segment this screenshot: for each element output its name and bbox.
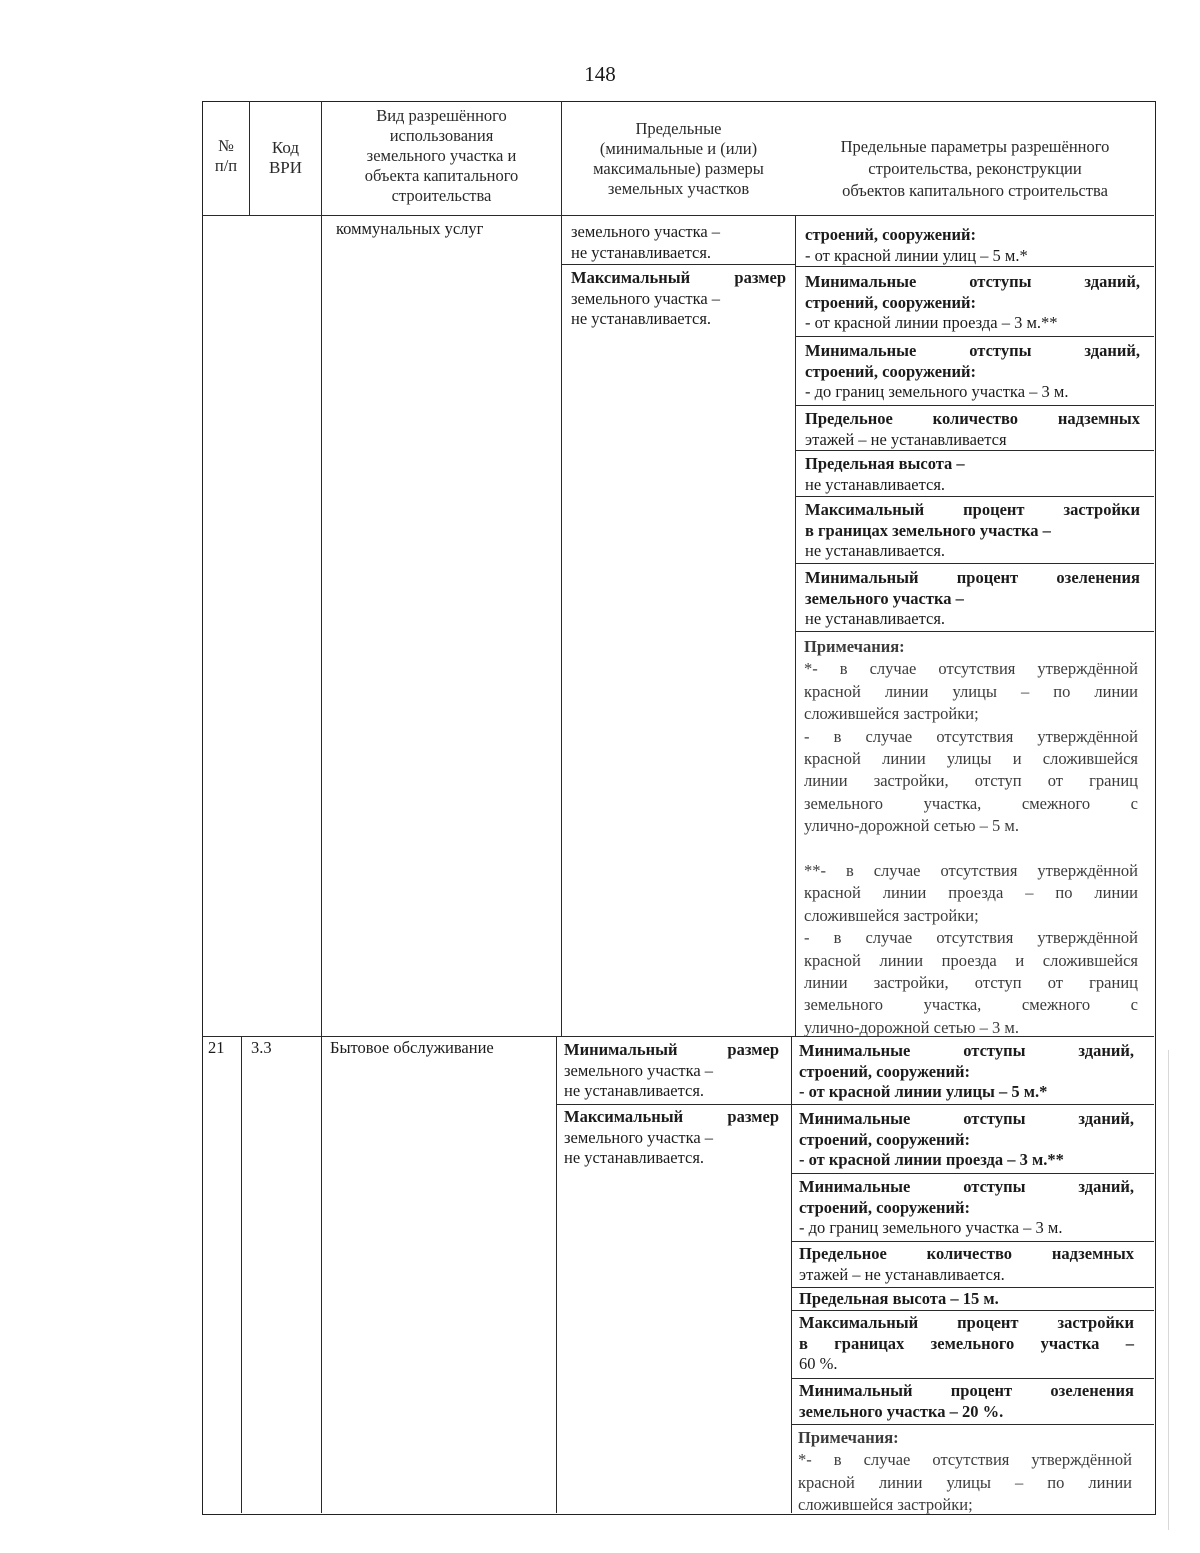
param-divider (795, 266, 1154, 267)
prev-notes: Примечания: *- в случае отсутствия утверждённой красной линии улицы – по линии сложившейся застройки; - в случае отсутствия утверждённой красной линии улицы и сложившейся линии застройки, отступ от границ земельного участка, смежного с улично-дорожной сетью – 5 м. **- в случае отсутствия утверждённой красной линии проезда – по линии сложившейся застройки; - в случае отсутствия утверждённой красной линии проезда и сложившейся линии застройки, отступ от границ земельного участка, смежного с улично-дорожной сетью – 3 м. (804, 637, 1138, 1037)
prev-param-height: Предельная высота – не устанавливается. (805, 454, 965, 494)
row-21-notes: Примечания: *- в случае отсутствия утверждённой красной линии улицы – по линии сложившейся застройки; (798, 1428, 1132, 1515)
row-21-code: 3.3 (251, 1038, 272, 1057)
col-line-4b (791, 1037, 792, 1513)
col-line-1b (241, 1037, 242, 1513)
param-divider (791, 1378, 1154, 1379)
header-code: Код ВРИ (268, 138, 303, 177)
page-number: 148 (584, 62, 616, 86)
prev-param-setback-driveway: Минимальные отступы зданий, строений, сооружений: - от красной линии проезда – 3 м.** (805, 272, 1140, 332)
plot-sub-divider-21 (556, 1104, 791, 1105)
prev-param-coverage: Максимальный процент застройки в границах земельного участка – не устанавливается. (805, 500, 1140, 560)
header-num: № п/п (214, 136, 238, 175)
param-divider (791, 1310, 1154, 1311)
row-21-param-setback-boundary: Минимальные отступы зданий, строений, сооружений: - до границ земельного участка – 3 м. (799, 1177, 1134, 1237)
col-line-3 (561, 101, 562, 1037)
param-divider (791, 1173, 1154, 1174)
param-divider (795, 496, 1154, 497)
col-line-3b (556, 1037, 557, 1513)
prev-param-setback-boundary: Минимальные отступы зданий, строений, сооружений: - до границ земельного участка – 3 м. (805, 341, 1140, 401)
row-21-num: 21 (208, 1038, 225, 1057)
prev-plot-cell-2: Максимальный размер земельного участка – не устанавливается. (571, 268, 786, 328)
plot-sub-divider-prev (561, 264, 795, 265)
prev-param-greening: Минимальный процент озеленения земельного участка – не устанавливается. (805, 568, 1140, 628)
header-divider (202, 215, 1154, 216)
param-divider (791, 1104, 1154, 1105)
param-divider (795, 563, 1154, 564)
scan-edge-mark (1168, 1050, 1169, 1530)
header-params: Предельные параметры разрешённого строительства, реконструкции объектов капитального строительства (840, 137, 1110, 200)
prev-param-floors: Предельное количество надземных этажей – не устанавливается (805, 409, 1140, 449)
param-divider (791, 1287, 1154, 1288)
col-line-4 (795, 216, 796, 1037)
row-21-param-height: Предельная высота – 15 м. (799, 1289, 999, 1308)
prev-plot-cell-1: земельного участка – не устанавливается. (571, 222, 721, 262)
param-divider (795, 631, 1154, 632)
row-21-use: Бытовое обслуживание (330, 1038, 494, 1057)
row-21-param-setback-street: Минимальные отступы зданий, строений, сооружений: - от красной линии улицы – 5 м.* (799, 1041, 1134, 1101)
row-21-param-floors: Предельное количество надземных этажей – не устанавливается. (799, 1244, 1134, 1284)
row-21-plot-cell-1: Минимальный размер земельного участка – не устанавливается. (564, 1040, 779, 1100)
row-21-param-setback-driveway: Минимальные отступы зданий, строений, сооружений: - от красной линии проезда – 3 м.** (799, 1109, 1134, 1169)
param-divider (795, 450, 1154, 451)
param-divider (791, 1424, 1154, 1425)
col-line-2 (321, 101, 322, 1513)
param-divider (791, 1241, 1154, 1242)
row-21-param-greening: Минимальный процент озеленения земельного участка – 20 %. (799, 1381, 1134, 1421)
param-divider (795, 336, 1154, 337)
param-divider (795, 405, 1154, 406)
prev-param-setback-street: строений, сооружений: - от красной линии улиц – 5 м.* (805, 225, 1028, 265)
row-21-plot-cell-2: Максимальный размер земельного участка – не устанавливается. (564, 1107, 779, 1167)
row-21-param-coverage: Максимальный процент застройки в границах земельного участка – 60 %. (799, 1313, 1134, 1373)
header-plot-size: Предельные (минимальные и (или) максимальные) размеры земельных участков (593, 119, 764, 198)
header-use: Вид разрешённого использования земельного участка и объекта капитального строительства (364, 106, 519, 205)
prev-row-use: коммунальных услуг (336, 219, 484, 238)
